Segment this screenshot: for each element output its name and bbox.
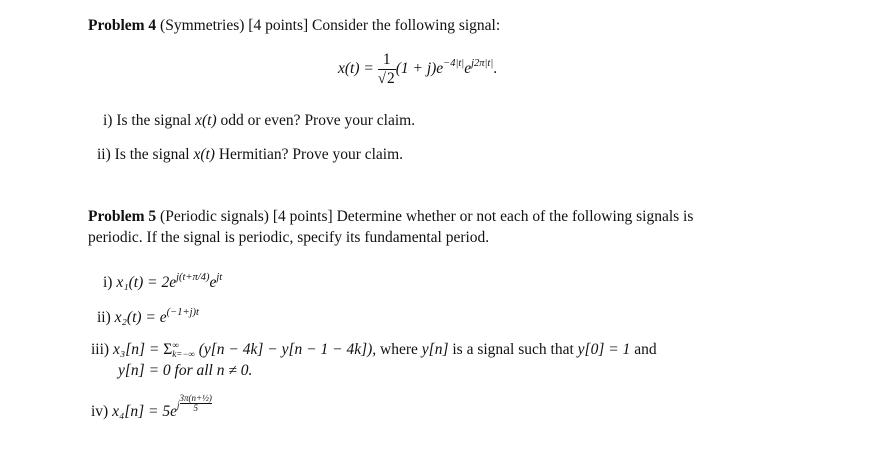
p4-q1-var: x(t) xyxy=(195,112,217,129)
p4-q1-text-a: Is the signal xyxy=(116,112,192,129)
p5-iii-yn: y[n] xyxy=(421,341,449,358)
sqrt-symbol: √ xyxy=(377,71,386,87)
p5-ii-lhs: x₂(t) = e xyxy=(114,309,167,326)
problem-4-topic: (Symmetries) xyxy=(160,17,245,34)
p5-ii-num: ii) xyxy=(97,309,111,326)
p5-iv-lhs: x₄[n] = 5e xyxy=(112,403,178,420)
eq-fraction xyxy=(378,52,396,87)
p5-i-exp: j(t+π/4) xyxy=(176,272,210,283)
p5-iv-exp-frac xyxy=(180,394,212,413)
p4-q2-var: x(t) xyxy=(193,146,215,163)
eq-mid: (1 + j)e xyxy=(395,60,444,78)
p5-item-i xyxy=(103,273,222,295)
p5-item-iv xyxy=(91,392,212,423)
problem-5-points: [4 points] xyxy=(272,208,333,225)
problem-5-topic: (Periodic signals) xyxy=(160,208,269,225)
p5-iii-num: iii) xyxy=(91,341,110,358)
p5-iv-exp-num: 3π(n+½) xyxy=(179,392,212,403)
p4-q1-text-b: odd or even? Prove your claim. xyxy=(220,112,416,129)
eq-frac-den: 2 xyxy=(386,70,395,87)
sum-limits xyxy=(172,341,195,359)
p5-i-e2: e xyxy=(209,274,217,291)
p5-i-exp2: jt xyxy=(216,272,223,283)
eq-e2: e xyxy=(464,60,472,78)
p5-i-num: i) xyxy=(103,274,113,291)
problem-5-line1: Determine whether or not each of the following signals is xyxy=(336,208,694,225)
eq-exp1: −4|t| xyxy=(443,58,465,70)
p5-iii-and: and xyxy=(634,341,657,358)
p5-i-lhs: x₁(t) = 2e xyxy=(116,274,177,291)
problem-4-label: Problem 4 xyxy=(88,17,157,34)
p5-iii-lhs: x₃[n] = xyxy=(112,341,160,358)
p5-iv-exp-j: j xyxy=(177,400,180,410)
problem-4-points: [4 points] xyxy=(248,17,309,34)
p5-iii-y0: y[0] = 1 xyxy=(577,341,631,358)
p4-q1-num: i) xyxy=(103,112,113,129)
p5-iii-line2: y[n] = 0 for all n ≠ 0. xyxy=(118,362,253,379)
problem-5-line2: periodic. If the signal is periodic, specify its fundamental period. xyxy=(88,229,490,246)
p5-iii-body: (y[n − 4k] − y[n − 1 − 4k]), xyxy=(198,341,377,358)
p4-question-ii xyxy=(97,145,403,165)
p5-item-ii xyxy=(97,308,199,330)
p5-ii-exp: (−1+j)t xyxy=(166,307,199,318)
sum-symbol: Σ xyxy=(163,341,173,358)
p4-q2-text-b: Hermitian? Prove your claim. xyxy=(218,146,404,163)
problem-4-intro: Consider the following signal: xyxy=(312,17,501,34)
p5-iv-num: iv) xyxy=(91,403,109,420)
p5-iv-exp-den: 5 xyxy=(193,402,198,413)
p4-q2-text-a: Is the signal xyxy=(114,146,190,163)
p5-item-iii xyxy=(91,340,657,360)
p4-question-i xyxy=(103,111,415,131)
problem-4-heading xyxy=(88,16,500,36)
problem-5-label: Problem 5 xyxy=(88,208,157,225)
p5-iii-rest: is a signal such that xyxy=(452,341,574,358)
sum-top: ∞ xyxy=(172,340,179,351)
p4-q2-num: ii) xyxy=(97,146,111,163)
eq-frac-num: 1 xyxy=(382,51,391,68)
eq-exp2: j2π|t| xyxy=(471,58,494,70)
problem-5-heading xyxy=(88,207,693,227)
problem-4-equation xyxy=(338,52,497,87)
p5-iii-where: where xyxy=(380,341,418,358)
eq-lhs: x(t) = xyxy=(338,60,374,78)
sum-bottom: k=−∞ xyxy=(172,349,195,360)
eq-end: . xyxy=(493,60,498,78)
